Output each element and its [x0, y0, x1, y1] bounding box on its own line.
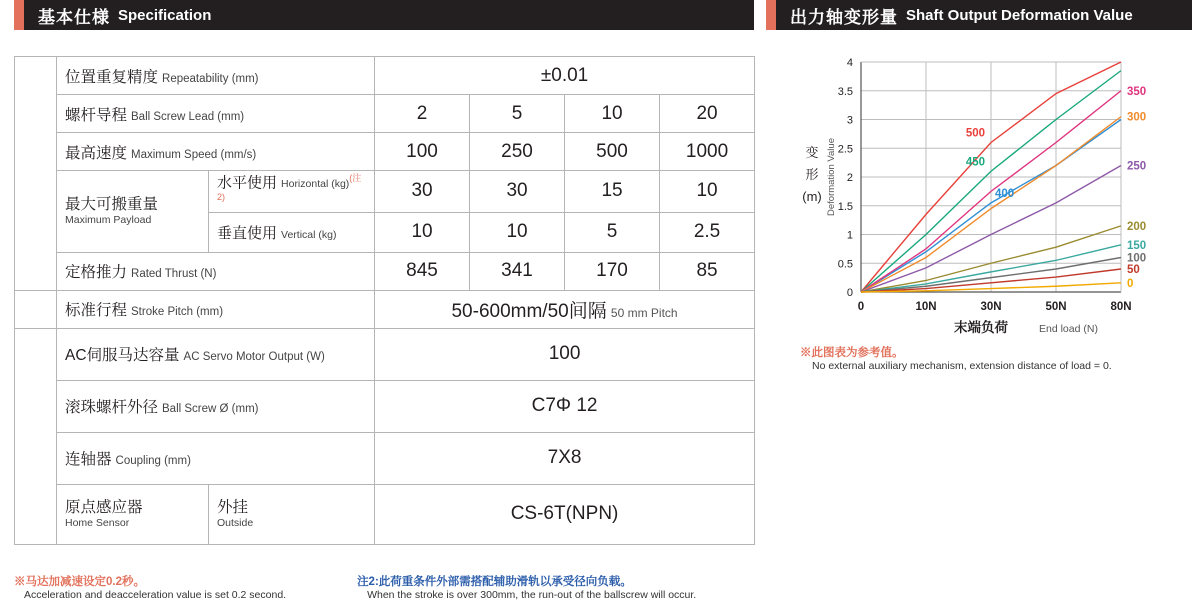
row-label-max-speed-cn: 最高速度	[65, 144, 128, 162]
value-thrust-4: 85	[660, 252, 755, 290]
value-vertical-1: 10	[375, 212, 470, 252]
row-label-ballscrew-en: Ball Screw Ø (mm)	[162, 403, 259, 416]
row-label-ballscrew-cn: 滚珠螺杆外径	[65, 399, 159, 417]
row-label-thrust-cn: 定格推力	[65, 264, 128, 282]
row-label-thrust	[57, 252, 375, 290]
specification-table	[14, 56, 755, 545]
svg-text:30N: 30N	[980, 301, 1002, 313]
side-label-parts-en: Parts	[21, 458, 50, 473]
side-label-spec-cn: 规格	[23, 137, 47, 189]
row-label-coupling-en: Coupling (mm)	[115, 455, 191, 468]
svg-text:50N: 50N	[1045, 301, 1067, 313]
value-max-speed-3: 500	[565, 133, 660, 171]
value-lead-2: 5	[470, 95, 565, 133]
row-label-stroke-cn: 标准行程	[65, 302, 128, 320]
value-lead-1: 2	[375, 95, 470, 133]
value-thrust-2: 341	[470, 252, 565, 290]
svg-text:2.5: 2.5	[837, 143, 853, 156]
footnote-2-en: When the stroke is over 300mm, the run-out of the ballscrew will occur.	[367, 589, 697, 601]
specification-section	[14, 0, 754, 30]
row-label-payload-cn: 最大可搬重量	[65, 196, 159, 214]
row-label-horizontal-en: Horizontal (kg)	[281, 178, 350, 191]
row-label-stroke	[57, 290, 375, 328]
chart-note-en: No external auxiliary mechanism, extension distance of load = 0.	[812, 360, 1112, 372]
table-row	[15, 484, 755, 544]
table-row	[15, 95, 755, 133]
value-stroke-main: 50-600mm/50间隔	[451, 300, 607, 322]
svg-text:200: 200	[1127, 220, 1147, 233]
row-label-home-sensor-en: Home Sensor	[65, 516, 130, 529]
table-row	[15, 380, 755, 432]
row-label-coupling-cn: 连轴器	[65, 451, 112, 469]
deformation-title-cn: 出力轴变形量	[790, 7, 898, 27]
value-ballscrew: C7Φ 12	[375, 380, 755, 432]
svg-text:300: 300	[1127, 111, 1147, 124]
footnote-1-cn: ※马达加减速设定0.2秒。	[14, 576, 145, 588]
row-label-repeatability-en: Repeatability (mm)	[162, 72, 259, 85]
table-row	[15, 133, 755, 171]
deformation-title-en: Shaft Output Deformation Value	[906, 6, 1133, 24]
row-label-horizontal	[209, 171, 375, 213]
value-motor: 100	[375, 328, 755, 380]
svg-text:End load (N): End load (N)	[1039, 323, 1098, 335]
row-label-coupling	[57, 432, 375, 484]
value-lead-3: 10	[565, 95, 660, 133]
table-row	[15, 57, 755, 95]
table-row	[15, 290, 755, 328]
svg-text:450: 450	[965, 156, 985, 169]
footnotes	[14, 573, 1194, 601]
value-vertical-3: 5	[565, 212, 660, 252]
row-label-repeatability	[57, 57, 375, 95]
value-horizontal-1: 30	[375, 171, 470, 213]
header-accent-bar-right	[766, 0, 776, 30]
value-coupling: 7X8	[375, 432, 755, 484]
value-max-speed-2: 250	[470, 133, 565, 171]
table-row	[15, 252, 755, 290]
svg-text:2: 2	[846, 172, 853, 184]
row-label-motor-en: AC Servo Motor Output (W)	[183, 351, 325, 364]
value-repeatability: ±0.01	[375, 57, 755, 95]
deformation-chart	[766, 42, 1196, 372]
svg-text:350: 350	[1127, 85, 1147, 98]
svg-text:500: 500	[965, 127, 985, 140]
row-label-max-speed	[57, 133, 375, 171]
header-title-block	[24, 0, 754, 30]
specification-title-cn: 基本仕様	[38, 7, 110, 27]
side-label-parts	[15, 328, 57, 544]
svg-text:0.5: 0.5	[837, 258, 853, 271]
svg-text:0: 0	[846, 287, 853, 299]
chart-note	[800, 344, 1200, 372]
row-label-lead-en: Ball Screw Lead (mm)	[131, 110, 245, 123]
row-label-payload-en: Maximum Payload	[65, 213, 152, 226]
row-label-repeatability-cn: 位置重复精度	[65, 68, 159, 86]
table-row	[15, 328, 755, 380]
specification-title-en: Specification	[118, 6, 212, 24]
value-horizontal-3: 15	[565, 171, 660, 213]
row-label-ballscrew	[57, 380, 375, 432]
value-lead-4: 20	[660, 95, 755, 133]
row-label-thrust-en: Rated Thrust (N)	[131, 268, 217, 281]
side-label-spec	[15, 57, 57, 291]
svg-text:(m): (m)	[802, 189, 822, 204]
svg-text:400: 400	[995, 187, 1015, 200]
value-thrust-3: 170	[565, 252, 660, 290]
header-accent-bar	[14, 0, 24, 30]
row-label-home-sensor-mount-en: Outside	[217, 516, 254, 529]
svg-text:10N: 10N	[915, 301, 937, 313]
value-vertical-4: 2.5	[660, 212, 755, 252]
table-row	[15, 171, 755, 213]
svg-text:100: 100	[1127, 252, 1147, 265]
row-label-max-speed-en: Maximum Speed (mm/s)	[131, 148, 257, 161]
value-max-speed-1: 100	[375, 133, 470, 171]
footnote-1-en: Acceleration and deacceleration value is set 0.2 second.	[24, 589, 287, 601]
table-row	[15, 432, 755, 484]
deformation-section	[766, 0, 1192, 30]
side-label-parts-cn: 部品	[23, 400, 47, 452]
svg-text:250: 250	[1127, 160, 1147, 173]
deformation-header	[766, 0, 1192, 30]
footnote-2-cn: 注2:此荷重条件外部需搭配辅助滑轨以承受径向负载。	[357, 576, 632, 588]
row-label-stroke-en: Stroke Pitch (mm)	[131, 306, 224, 319]
svg-text:150: 150	[1127, 239, 1147, 252]
value-max-speed-4: 1000	[660, 133, 755, 171]
svg-text:4: 4	[846, 57, 853, 69]
row-label-horizontal-cn: 水平使用	[217, 174, 278, 192]
row-label-vertical	[209, 212, 375, 252]
svg-text:50: 50	[1127, 264, 1140, 276]
footnote-2	[357, 573, 917, 601]
row-label-payload	[57, 171, 209, 253]
svg-text:1.5: 1.5	[837, 200, 853, 213]
value-vertical-2: 10	[470, 212, 565, 252]
chart-note-cn: ※此图表为参考值。	[800, 347, 904, 359]
side-label-spec-continued	[15, 290, 57, 328]
svg-text:0: 0	[1127, 277, 1134, 290]
row-label-home-sensor	[57, 484, 209, 544]
svg-text:0: 0	[857, 301, 865, 313]
value-thrust-1: 845	[375, 252, 470, 290]
svg-text:形: 形	[805, 167, 819, 182]
svg-text:80N: 80N	[1110, 301, 1132, 313]
value-stroke	[375, 290, 755, 328]
row-label-horizontal-note: (注2)	[217, 173, 362, 203]
svg-text:Deformation Value: Deformation Value	[826, 138, 837, 216]
value-horizontal-4: 10	[660, 171, 755, 213]
svg-text:3: 3	[846, 114, 853, 127]
value-stroke-note: 50 mm Pitch	[610, 305, 678, 320]
specification-table-wrapper	[14, 56, 754, 545]
row-label-home-sensor-mount-cn: 外挂	[217, 498, 249, 516]
value-home-sensor: CS-6T(NPN)	[375, 484, 755, 544]
side-label-spec-en: Spec	[21, 195, 50, 210]
value-horizontal-2: 30	[470, 171, 565, 213]
footnote-1	[14, 573, 334, 601]
row-label-lead-cn: 螺杆导程	[65, 106, 128, 124]
row-label-home-sensor-cn: 原点感应器	[65, 498, 143, 516]
row-label-motor	[57, 328, 375, 380]
row-label-lead	[57, 95, 375, 133]
deformation-chart-svg	[766, 42, 1196, 372]
row-label-motor-cn: AC伺服马达容量	[65, 347, 180, 365]
svg-text:末端负荷: 末端负荷	[954, 320, 1008, 335]
row-label-vertical-en: Vertical (kg)	[281, 228, 337, 241]
svg-text:3.5: 3.5	[837, 85, 853, 98]
specification-header	[14, 0, 754, 30]
header-title-block-right	[776, 0, 1192, 30]
row-label-home-sensor-mount	[209, 484, 375, 544]
svg-text:变: 变	[805, 145, 819, 160]
row-label-vertical-cn: 垂直使用	[217, 224, 278, 242]
svg-text:1: 1	[846, 229, 853, 242]
